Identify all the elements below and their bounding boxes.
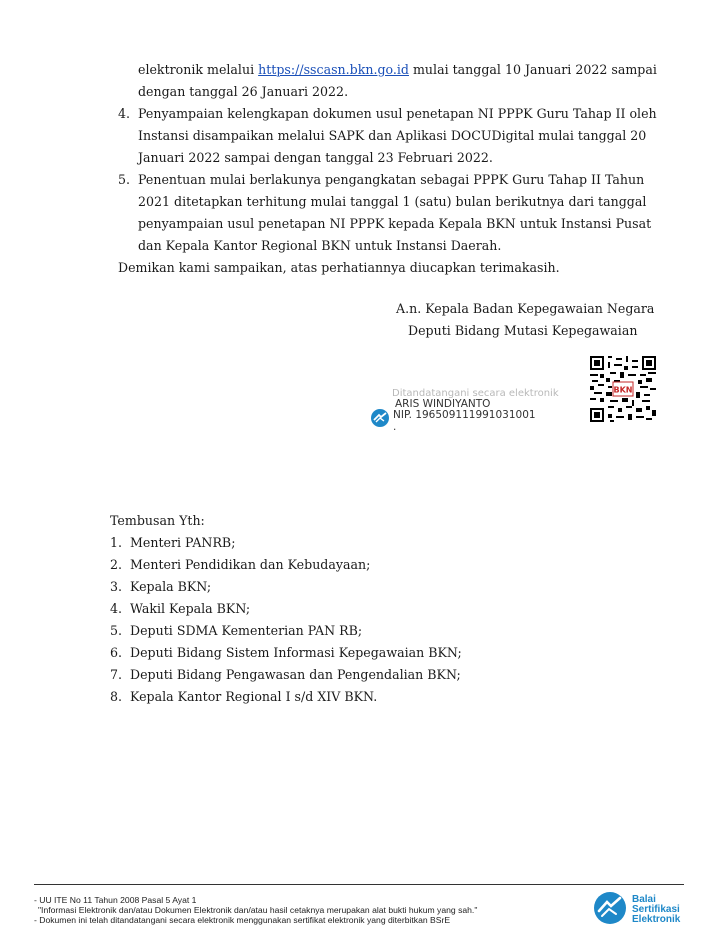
bsre-logo-line: Sertifikasi [632,904,680,915]
footer-line-3: - Dokumen ini telah ditandatangani secara elektronik menggunakan sertifikat elektronik yang diterbitkan BSrE [34,915,451,925]
tembusan-number: 4. [110,601,123,616]
item-5-line: 2021 ditetapkan terhitung mulai tanggal 1 (satu) bulan berikutnya dari tanggal [138,194,647,209]
esign-dot: . [393,421,397,433]
bsre-logo-line: Balai [632,894,656,905]
tembusan-number: 3. [110,579,123,594]
item-5-line: dan Kepala Kantor Regional BKN untuk Instansi Daerah. [138,238,502,253]
bsre-logo-icon [592,890,628,926]
item-5-line: penyampaian usul penetapan NI PPPK kepada Kepala BKN untuk Instansi Pusat [138,216,652,231]
esign-nip: NIP. 196509111991031001 [393,409,536,421]
footer-line-1: - UU ITE No 11 Tahun 2008 Pasal 5 Ayat 1 [34,895,197,905]
footer-line-2: "Informasi Elektronik dan/atau Dokumen Elektronik dan/atau hasil cetaknya merupakan alat bukti hukum yang sah." [38,905,478,915]
item-4-line: Penyampaian kelengkapan dokumen usul penetapan NI PPPK Guru Tahap II oleh [138,106,657,121]
footer-divider [34,884,684,885]
closing-text: Demikan kami sampaikan, atas perhatiannya diucapkan terimakasih. [118,260,560,275]
tembusan-number: 5. [110,623,123,638]
signatory-line-2: Deputi Bidang Mutasi Kepegawaian [408,323,638,338]
item-4-number: 4. [118,106,131,121]
tembusan-item: Menteri Pendidikan dan Kebudayaan; [130,557,371,572]
qr-badge-text: BKN [613,385,633,395]
tembusan-heading: Tembusan Yth: [110,513,205,528]
bsre-logo-line: Elektronik [632,914,681,925]
esign-note: Ditandatangani secara elektronik [392,388,559,399]
tembusan-number: 1. [110,535,123,550]
tembusan-item: Kepala BKN; [130,579,212,594]
item-5-line: Penentuan mulai berlakunya pengangkatan sebagai PPPK Guru Tahap II Tahun [138,172,645,187]
tembusan-number: 7. [110,667,123,682]
continuation-prefix: elektronik melalui [138,62,259,77]
continuation-suffix: mulai tanggal 10 Januari 2022 sampai [408,62,657,77]
esign-name: ARIS WINDIYANTO [395,398,491,410]
item-4-line: Januari 2022 sampai dengan tanggal 23 Februari 2022. [138,150,493,165]
tembusan-number: 8. [110,689,123,704]
sscasn-link[interactable]: https://sscasn.bkn.go.id [258,62,409,77]
tembusan-item: Menteri PANRB; [130,535,236,550]
continuation-line-1 [138,62,657,78]
bsre-signature-icon [370,408,390,428]
signatory-line-1: A.n. Kepala Badan Kepegawaian Negara [396,301,655,316]
qr-code-icon [590,356,656,422]
tembusan-item: Kepala Kantor Regional I s/d XIV BKN. [130,689,378,704]
item-4-line: Instansi disampaikan melalui SAPK dan Aplikasi DOCUDigital mulai tanggal 20 [138,128,647,143]
tembusan-item: Deputi Bidang Pengawasan dan Pengendalian BKN; [130,667,461,682]
item-5-number: 5. [118,172,131,187]
continuation-line-2: dengan tanggal 26 Januari 2022. [138,84,349,99]
tembusan-item: Deputi Bidang Sistem Informasi Kepegawaian BKN; [130,645,462,660]
tembusan-item: Deputi SDMA Kementerian PAN RB; [130,623,363,638]
tembusan-item: Wakil Kepala BKN; [130,601,251,616]
tembusan-number: 6. [110,645,123,660]
tembusan-number: 2. [110,557,123,572]
